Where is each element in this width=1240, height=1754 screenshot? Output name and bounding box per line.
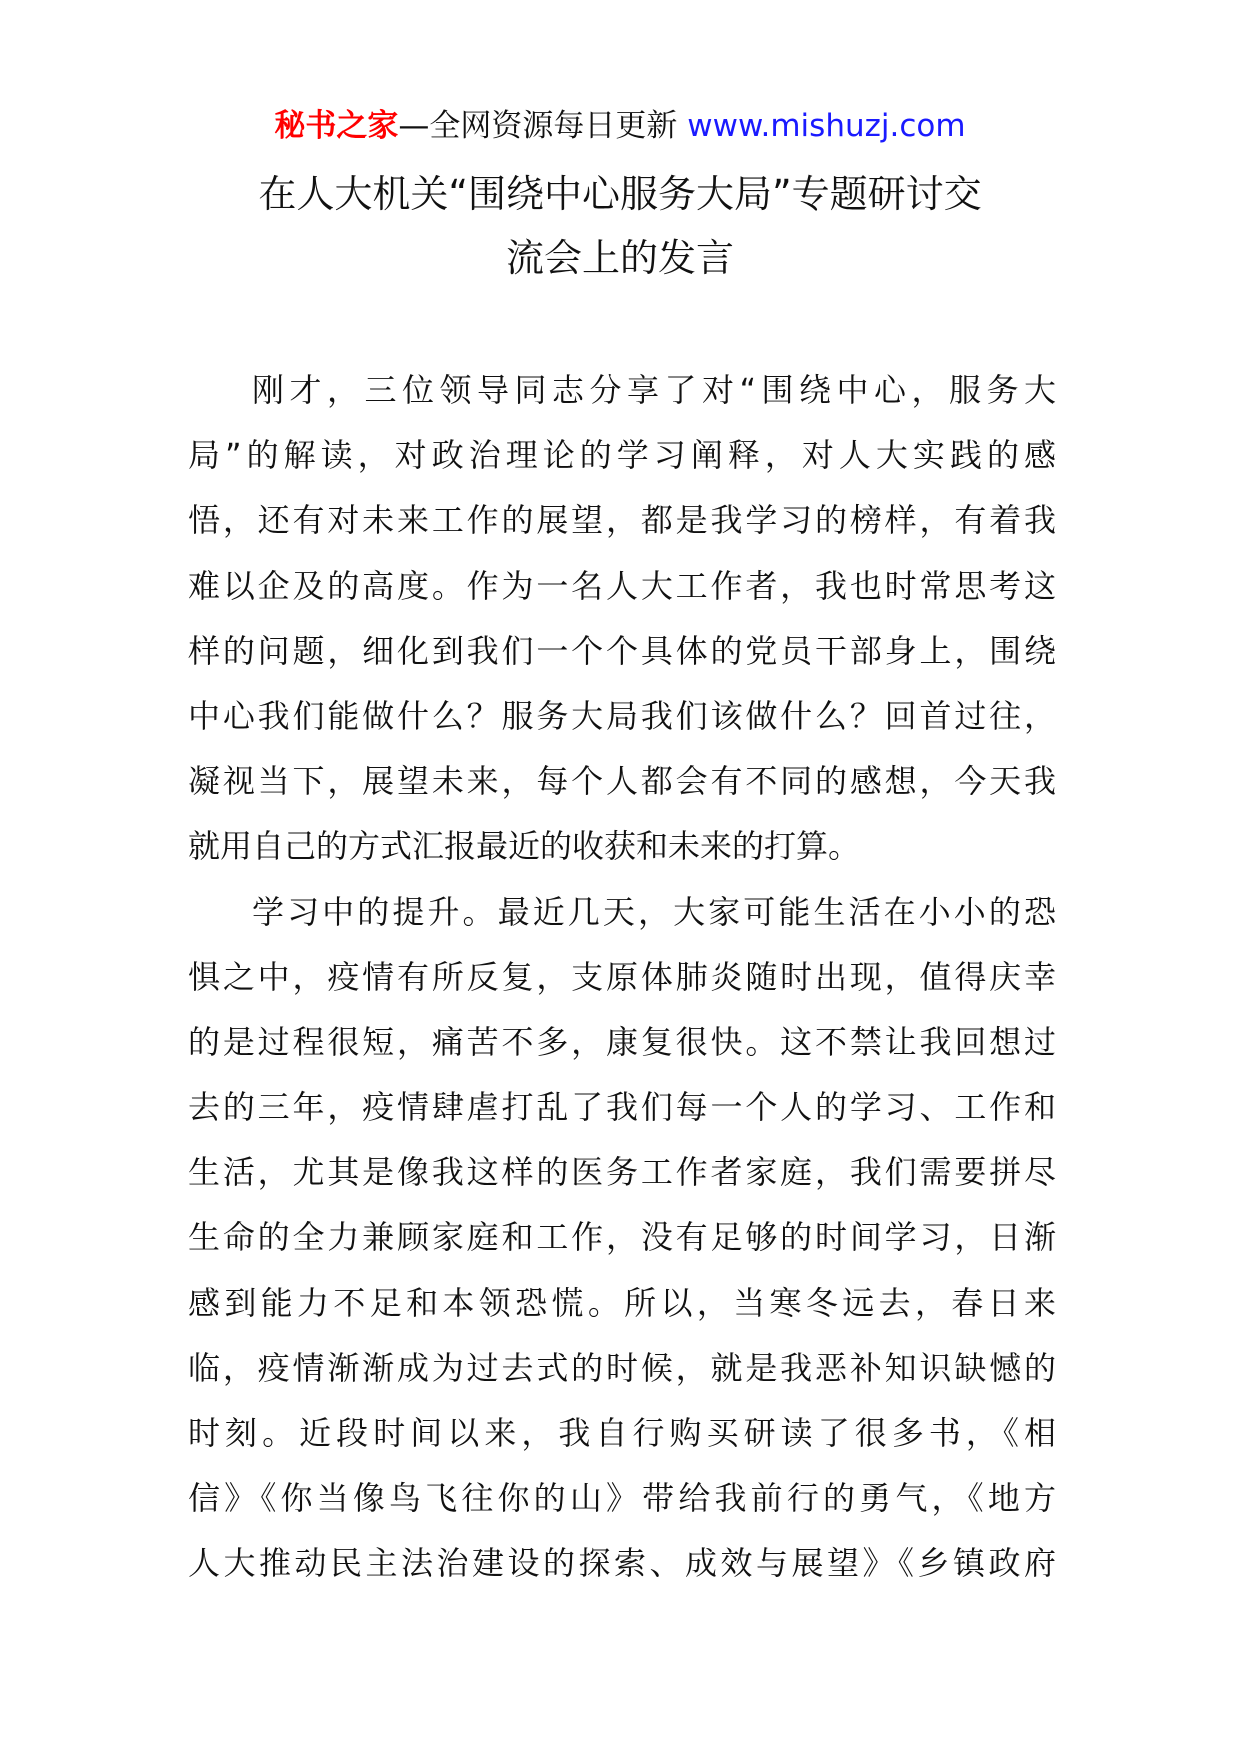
document-body [188,358,1056,1597]
text-line: 感到能力不足和本领恐慌。所以，当寒冬远去，春日来 [188,1283,1056,1322]
text-line: 信》《你当像鸟飞往你的山》带给我前行的勇气，《地方 [188,1479,1056,1518]
text-line: 生命的全力兼顾家庭和工作，没有足够的时间学习，日渐 [188,1218,1056,1257]
title-line: 流会上的发言 [505,236,734,280]
text-line: 惧之中，疫情有所反复，支原体肺炎随时出现，值得庆幸 [188,957,1056,996]
text-line: 学习中的提升。最近几天，大家可能生活在小小的恐 [252,892,1056,931]
text-line: 刚才，三位领导同志分享了对“围绕中心，服务大 [252,371,1056,409]
site-link[interactable]: www.mishuzj.com [687,108,966,144]
text-line: 悟，还有对未来工作的展望，都是我学习的榜样，有着我 [188,501,1056,540]
text-line: 就用自己的方式汇报最近的收获和未来的打算。 [188,827,861,866]
header-tagline: —全网资源每日更新 [398,108,678,144]
text-line: 难以企及的高度。作为一名人大工作者，我也时常思考这 [188,566,1056,605]
text-line: 的是过程很短，痛苦不多，康复很快。这不禁让我回想过 [188,1022,1056,1061]
brand-name: 秘书之家 [274,108,399,144]
title-line: 在人大机关“围绕中心服务大局”专题研讨交 [258,172,982,216]
text-line: 样的问题，细化到我们一个个具体的党员干部身上，围绕 [188,631,1056,670]
paragraph [188,358,1056,880]
text-line: 人大推动民主法治建设的探索、成效与展望》《乡镇政府 [188,1544,1056,1583]
text-line: 去的三年，疫情肆虐打乱了我们每一个人的学习、工作和 [188,1088,1056,1127]
text-line: 凝视当下，展望未来，每个人都会有不同的感想，今天我 [188,762,1056,801]
document-title [150,162,1090,290]
text-line: 中心我们能做什么？服务大局我们该做什么？回首过往， [188,696,1056,735]
paragraph [188,880,1056,1597]
text-line: 生活，尤其是像我这样的医务工作者家庭，我们需要拼尽 [188,1153,1056,1192]
text-line: 时刻。近段时间以来，我自行购买研读了很多书，《相 [188,1414,1056,1452]
text-line: 临，疫情渐渐成为过去式的时候，就是我恶补知识缺憾的 [188,1348,1056,1387]
site-header [0,104,1240,148]
text-line: 局”的解读，对政治理论的学习阐释，对人大实践的感 [188,436,1056,475]
